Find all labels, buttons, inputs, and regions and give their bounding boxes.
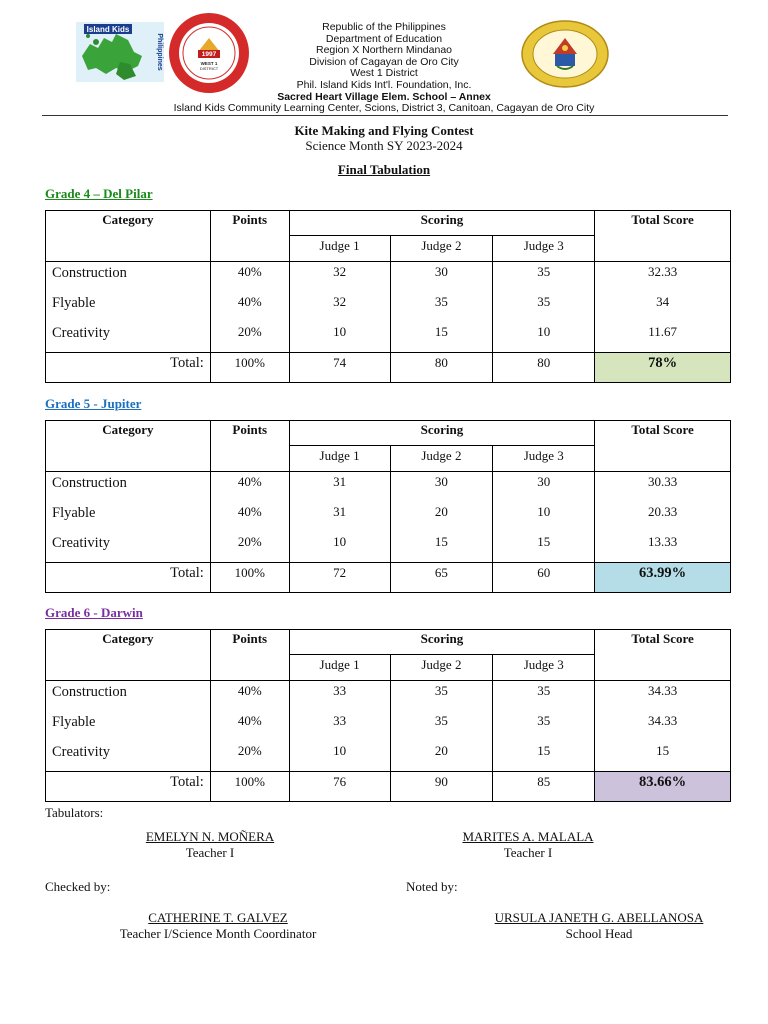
- judge-2-cell: 35: [390, 711, 493, 741]
- judge-2-cell: 35: [390, 292, 493, 322]
- svg-text:Philippines: Philippines: [156, 33, 163, 71]
- total-score-header: Total Score: [595, 211, 731, 262]
- header-divider: [42, 115, 728, 116]
- deped-logo: [521, 20, 609, 88]
- points-cell: 40%: [210, 711, 289, 741]
- table-row: [46, 262, 731, 293]
- total-label: Total:: [46, 772, 211, 802]
- judge-2-cell: 30: [390, 472, 493, 503]
- judge-2-header: Judge 2: [390, 236, 493, 262]
- header-school: Sacred Heart Village Elem. School – Annex: [277, 90, 491, 103]
- judge-1-cell: 32: [289, 262, 390, 293]
- final-score-cell: 63.99%: [595, 563, 731, 593]
- judge-2-cell: 15: [390, 532, 493, 563]
- section-title: Final Tabulation: [337, 162, 431, 177]
- total-row: [46, 772, 731, 802]
- total-score-cell: 20.33: [595, 502, 731, 532]
- total-judge-3-cell: 80: [493, 353, 595, 383]
- judge-3-cell: 10: [493, 502, 595, 532]
- header-row: [46, 211, 731, 236]
- table-row: [46, 502, 731, 532]
- category-cell: Flyable: [46, 292, 211, 322]
- total-row: [46, 563, 731, 593]
- total-score-cell: 30.33: [595, 472, 731, 503]
- tabulator-2-name: MARITES A. MALALA: [462, 829, 594, 844]
- total-points-cell: 100%: [210, 563, 289, 593]
- grade-title: Grade 6 - Darwin: [45, 605, 143, 620]
- scoring-header: Scoring: [289, 421, 594, 446]
- svg-text:Island Kids: Island Kids: [86, 25, 130, 34]
- noted-by-label: Noted by:: [406, 879, 458, 894]
- total-judge-3-cell: 85: [493, 772, 595, 802]
- contest-subtitle: Science Month SY 2023-2024: [305, 138, 463, 153]
- judge-3-cell: 35: [493, 292, 595, 322]
- category-header: Category: [46, 421, 211, 472]
- total-score-cell: 34: [595, 292, 731, 322]
- tabulator-1-name: EMELYN N. MOÑERA: [145, 829, 275, 844]
- checker-role: Teacher I/Science Month Coordinator: [119, 926, 317, 941]
- total-label: Total:: [46, 563, 211, 593]
- document-header: [0, 0, 768, 118]
- category-header: Category: [46, 630, 211, 681]
- points-header: Points: [210, 211, 289, 262]
- score-table: [45, 629, 731, 802]
- tabulator-1-signature: [110, 829, 310, 861]
- score-table: [45, 420, 731, 593]
- judge-2-cell: 20: [390, 741, 493, 772]
- judge-1-cell: 10: [289, 532, 390, 563]
- category-cell: Creativity: [46, 322, 211, 353]
- header-department: Department of Education: [325, 32, 443, 45]
- header-foundation: Phil. Island Kids Int'l. Foundation, Inc.: [296, 78, 472, 91]
- score-table: [45, 210, 731, 383]
- judge-2-cell: 15: [390, 322, 493, 353]
- table-row: [46, 472, 731, 503]
- points-cell: 20%: [210, 532, 289, 563]
- category-cell: Construction: [46, 681, 211, 712]
- noter-name: URSULA JANETH G. ABELLANOSA: [494, 910, 704, 925]
- points-cell: 40%: [210, 292, 289, 322]
- judge-3-header: Judge 3: [493, 655, 595, 681]
- total-score-cell: 32.33: [595, 262, 731, 293]
- header-republic: Republic of the Philippines: [322, 21, 446, 33]
- judge-2-cell: 20: [390, 502, 493, 532]
- category-cell: Construction: [46, 472, 211, 503]
- judge-1-cell: 32: [289, 292, 390, 322]
- category-header: Category: [46, 211, 211, 262]
- category-cell: Flyable: [46, 711, 211, 741]
- total-score-cell: 13.33: [595, 532, 731, 563]
- checked-by-label: Checked by:: [45, 879, 111, 894]
- grade-title: Grade 4 – Del Pilar: [45, 186, 153, 201]
- checker-name: CATHERINE T. GALVEZ: [148, 910, 288, 925]
- judge-3-cell: 30: [493, 472, 595, 503]
- tabulator-2-role: Teacher I: [503, 845, 553, 860]
- judge-3-cell: 15: [493, 741, 595, 772]
- judge-2-cell: 35: [390, 681, 493, 712]
- category-cell: Creativity: [46, 532, 211, 563]
- judge-2-header: Judge 2: [390, 655, 493, 681]
- final-score-cell: 78%: [595, 353, 731, 383]
- contest-title: Kite Making and Flying Contest: [294, 123, 474, 138]
- judge-1-cell: 31: [289, 472, 390, 503]
- total-judge-3-cell: 60: [493, 563, 595, 593]
- judge-1-header: Judge 1: [289, 655, 390, 681]
- judge-3-cell: 10: [493, 322, 595, 353]
- table-row: [46, 711, 731, 741]
- total-score-header: Total Score: [595, 630, 731, 681]
- judge-3-cell: 35: [493, 711, 595, 741]
- checker-signature: [70, 910, 366, 942]
- total-judge-2-cell: 90: [390, 772, 493, 802]
- table-row: [46, 292, 731, 322]
- noter-signature: [456, 910, 742, 942]
- header-district: West 1 District: [350, 67, 418, 80]
- judge-3-cell: 15: [493, 532, 595, 563]
- total-judge-1-cell: 72: [289, 563, 390, 593]
- total-judge-1-cell: 74: [289, 353, 390, 383]
- judge-1-cell: 33: [289, 711, 390, 741]
- judge-2-cell: 30: [390, 262, 493, 293]
- points-cell: 40%: [210, 681, 289, 712]
- judge-1-header: Judge 1: [289, 236, 390, 262]
- total-judge-2-cell: 80: [390, 353, 493, 383]
- scoring-header: Scoring: [289, 630, 594, 655]
- svg-text:DISTRICT: DISTRICT: [199, 66, 219, 71]
- total-score-cell: 15: [595, 741, 731, 772]
- points-header: Points: [210, 421, 289, 472]
- judge-2-header: Judge 2: [390, 446, 493, 472]
- category-cell: Flyable: [46, 502, 211, 532]
- judge-1-cell: 10: [289, 741, 390, 772]
- category-cell: Construction: [46, 262, 211, 293]
- noter-role: School Head: [565, 926, 633, 941]
- total-score-cell: 34.33: [595, 681, 731, 712]
- table-row: [46, 322, 731, 353]
- total-points-cell: 100%: [210, 353, 289, 383]
- total-row: [46, 353, 731, 383]
- points-cell: 20%: [210, 322, 289, 353]
- total-points-cell: 100%: [210, 772, 289, 802]
- header-region: Region X Northern Mindanao: [316, 44, 452, 57]
- points-header: Points: [210, 630, 289, 681]
- document-titles: [0, 123, 768, 153]
- judge-3-header: Judge 3: [493, 236, 595, 262]
- total-judge-1-cell: 76: [289, 772, 390, 802]
- points-cell: 20%: [210, 741, 289, 772]
- header-division: Division of Cagayan de Oro City: [309, 55, 459, 68]
- points-cell: 40%: [210, 502, 289, 532]
- total-label: Total:: [46, 353, 211, 383]
- svg-text:1997: 1997: [201, 51, 217, 58]
- judge-1-header: Judge 1: [289, 446, 390, 472]
- judge-3-header: Judge 3: [493, 446, 595, 472]
- judge-1-cell: 10: [289, 322, 390, 353]
- judge-3-cell: 35: [493, 681, 595, 712]
- category-cell: Creativity: [46, 741, 211, 772]
- header-row: [46, 421, 731, 446]
- grade-title: Grade 5 - Jupiter: [45, 396, 142, 411]
- tabulator-2-signature: [428, 829, 628, 861]
- table-row: [46, 741, 731, 772]
- total-score-header: Total Score: [595, 421, 731, 472]
- total-score-cell: 34.33: [595, 711, 731, 741]
- total-judge-2-cell: 65: [390, 563, 493, 593]
- header-address: Island Kids Community Learning Center, Scions, District 3, Canitoan, Cagayan de Oro City: [173, 102, 595, 115]
- judge-3-cell: 35: [493, 262, 595, 293]
- judge-1-cell: 33: [289, 681, 390, 712]
- total-score-cell: 11.67: [595, 322, 731, 353]
- points-cell: 40%: [210, 472, 289, 503]
- scoring-header: Scoring: [289, 211, 594, 236]
- points-cell: 40%: [210, 262, 289, 293]
- table-row: [46, 532, 731, 563]
- tabulator-1-role: Teacher I: [185, 845, 235, 860]
- header-row: [46, 630, 731, 655]
- table-row: [46, 681, 731, 712]
- tabulators-label: Tabulators:: [45, 805, 104, 820]
- judge-1-cell: 31: [289, 502, 390, 532]
- final-score-cell: 83.66%: [595, 772, 731, 802]
- svg-text:WEST 1: WEST 1: [200, 61, 218, 66]
